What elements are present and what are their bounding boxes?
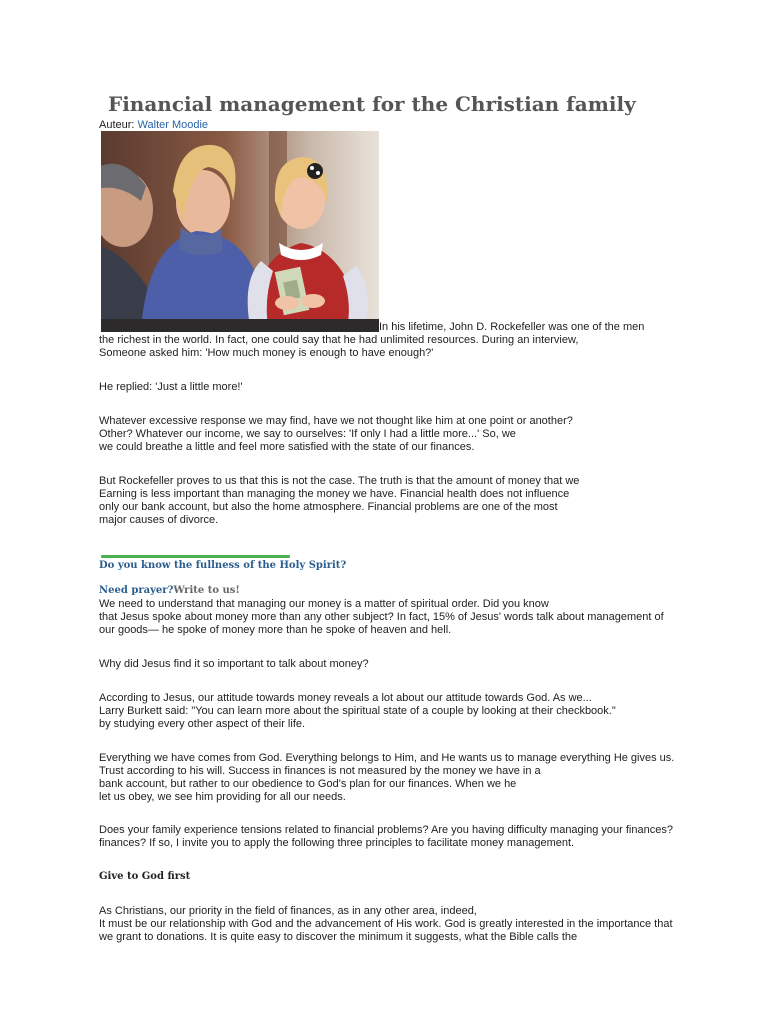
paragraph-line: Trust according to his will. Success in finances is not measured by the money we have in a [99, 765, 541, 777]
section-heading-give: Give to God first [99, 871, 191, 882]
paragraph-line: Does your family experience tensions related to financial problems? Are you having difficulty managing your finances? [99, 824, 673, 836]
holy-spirit-link[interactable]: Do you know the fullness of the Holy Spirit? [99, 560, 347, 571]
paragraph-line: only our bank account, but also the home atmosphere. Financial problems are one of the most [99, 501, 558, 513]
paragraph-line: In his lifetime, John D. Rockefeller was one of the men [379, 321, 645, 333]
mother-daughter-photo [101, 131, 379, 332]
paragraph-line: Larry Burkett said: "You can learn more about the spiritual state of a couple by looking at their checkbook." [99, 705, 616, 717]
paragraph-line: bank account, but rather to our obedience to God's plan for our finances. When we he [99, 778, 517, 790]
paragraph-line: we grant to donations. It is quite easy to discover the minimum it suggests, what the Bible calls the [99, 931, 578, 943]
paragraph-line: We need to understand that managing our money is a matter of spiritual order. Did you know [99, 598, 549, 610]
paragraph-line: As Christians, our priority in the field of finances, as in any other area, indeed, [99, 905, 477, 917]
paragraph-line: let us obey, we see him providing for all our needs. [99, 791, 346, 803]
paragraph-line: that Jesus spoke about money more than any other subject? In fact, 15% of Jesus' words talk about management of [99, 611, 664, 623]
paragraph-line: the richest in the world. In fact, one could say that he had unlimited resources. During an interview, [99, 334, 579, 346]
prayer-links [99, 585, 240, 596]
author-line [99, 119, 208, 131]
paragraph-line: Someone asked him: 'How much money is enough to have enough?' [99, 347, 434, 359]
page-title: Financial management for the Christian family [108, 92, 636, 116]
paragraph-line: Whatever excessive response we may find, have we not thought like him at one point or another? [99, 415, 573, 427]
paragraph-line: According to Jesus, our attitude towards money reveals a lot about our attitude towards God. As we... [99, 692, 592, 704]
paragraph-line: Why did Jesus find it so important to talk about money? [99, 658, 369, 670]
paragraph-line: major causes of divorce. [99, 514, 219, 526]
paragraph-line: by studying every other aspect of their life. [99, 718, 306, 730]
author-link[interactable]: Walter Moodie [137, 119, 209, 131]
paragraph-line: It must be our relationship with God and the advancement of His work. God is greatly interested in the importance that [99, 918, 673, 930]
paragraph-line: Other? Whatever our income, we say to ourselves: 'If only I had a little more...' So, we [99, 428, 516, 440]
paragraph-line: we could breathe a little and feel more satisfied with the state of our finances. [99, 441, 475, 453]
paragraph-line: He replied: 'Just a little more!' [99, 381, 243, 393]
divider-rule [101, 555, 290, 558]
paragraph-line: But Rockefeller proves to us that this is not the case. The truth is that the amount of money that we [99, 475, 580, 487]
author-label: Auteur: [99, 119, 135, 131]
paragraph-line: our goods— he spoke of money more than he spoke of heaven and hell. [99, 624, 452, 636]
paragraph-line: Everything we have comes from God. Everything belongs to Him, and He wants us to manage everything He gives us. [99, 752, 675, 764]
paragraph-line: finances? If so, I invite you to apply the following three principles to facilitate money management. [99, 837, 575, 849]
paragraph-line: Earning is less important than managing the money we have. Financial health does not influence [99, 488, 570, 500]
need-prayer-link[interactable]: Need prayer? [99, 585, 174, 596]
write-to-us-link[interactable]: Write to us! [173, 585, 240, 596]
